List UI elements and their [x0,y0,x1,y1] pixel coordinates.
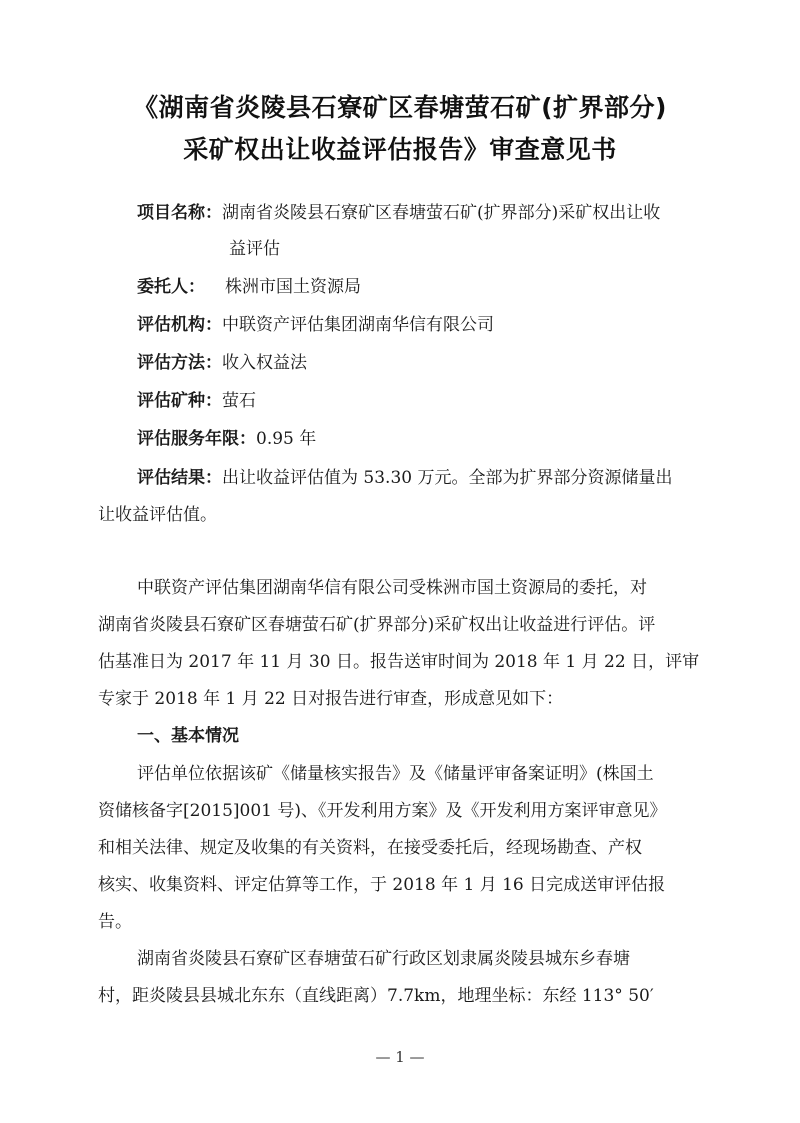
client-row [137,269,727,305]
mineral-row [137,383,727,419]
result-label: 评估结果： [137,468,222,488]
section-heading-basic-info: 一、基本情况 [137,726,239,746]
document-title-line-1: 《湖南省炎陵县石寮矿区春塘萤石矿(扩界部分) [133,93,667,122]
agency-row [137,307,727,343]
service-period-label: 评估服务年限： [137,429,256,449]
result-value-cont: 让收益评估值。 [98,505,217,525]
paragraph-1-line-2: 湖南省炎陵县石寮矿区春塘萤石矿(扩界部分)采矿权出让收益进行评估。评 [98,615,656,635]
paragraph-2-line-3: 和相关法律、规定及收集的有关资料，在接受委托后，经现场勘查、产权 [98,838,642,858]
method-row [137,345,727,381]
method-value: 收入权益法 [222,353,307,373]
agency-value: 中联资产评估集团湖南华信有限公司 [222,315,494,335]
service-period-row [137,421,727,457]
client-label: 委托人： [137,277,205,297]
paragraph-3-line-1: 湖南省炎陵县石寮矿区春塘萤石矿行政区划隶属炎陵县城东乡春塘 [137,949,630,969]
mineral-value: 萤石 [222,391,256,411]
agency-label: 评估机构： [137,315,222,335]
project-name-label: 项目名称： [137,203,222,223]
document-title-line-2: 采矿权出让收益评估报告》审查意见书 [183,135,617,164]
method-label: 评估方法： [137,353,222,373]
result-value: 出让收益评估值为 53.30 万元。全部为扩界部分资源储量出 [222,468,673,488]
project-name-value: 湖南省炎陵县石寮矿区春塘萤石矿(扩界部分)采矿权出让收 [222,203,661,223]
paragraph-1-line-1: 中联资产评估集团湖南华信有限公司受株洲市国土资源局的委托，对 [137,578,647,598]
paragraph-1-line-3: 估基准日为 2017 年 11 月 30 日。报告送审时间为 2018 年 1 月 22 日，评审 [98,652,700,672]
paragraph-2-line-5: 告。 [98,912,132,932]
paragraph-2-line-1: 评估单位依据该矿《储量核实报告》及《储量评审备案证明》(株国土 [137,764,654,784]
paragraph-1-line-4: 专家于 2018 年 1 月 22 日对报告进行审查，形成意见如下： [98,689,564,709]
project-name-row [137,195,727,231]
client-value: 株洲市国土资源局 [225,277,361,297]
mineral-label: 评估矿种： [137,391,222,411]
page-number: — 1 — [375,1048,425,1066]
service-period-value: 0.95 年 [256,429,317,449]
project-name-value-cont: 益评估 [229,239,280,259]
paragraph-2-line-2: 资储核备字[2015]001 号)、《开发利用方案》及《开发利用方案评审意见》 [98,801,667,821]
paragraph-2-line-4: 核实、收集资料、评定估算等工作，于 2018 年 1 月 16 日完成送审评估报 [98,875,666,895]
paragraph-3-line-2: 村，距炎陵县县城北东东（直线距离）7.7km，地理坐标：东经 113° 50′ [98,986,654,1006]
result-row [137,460,727,496]
